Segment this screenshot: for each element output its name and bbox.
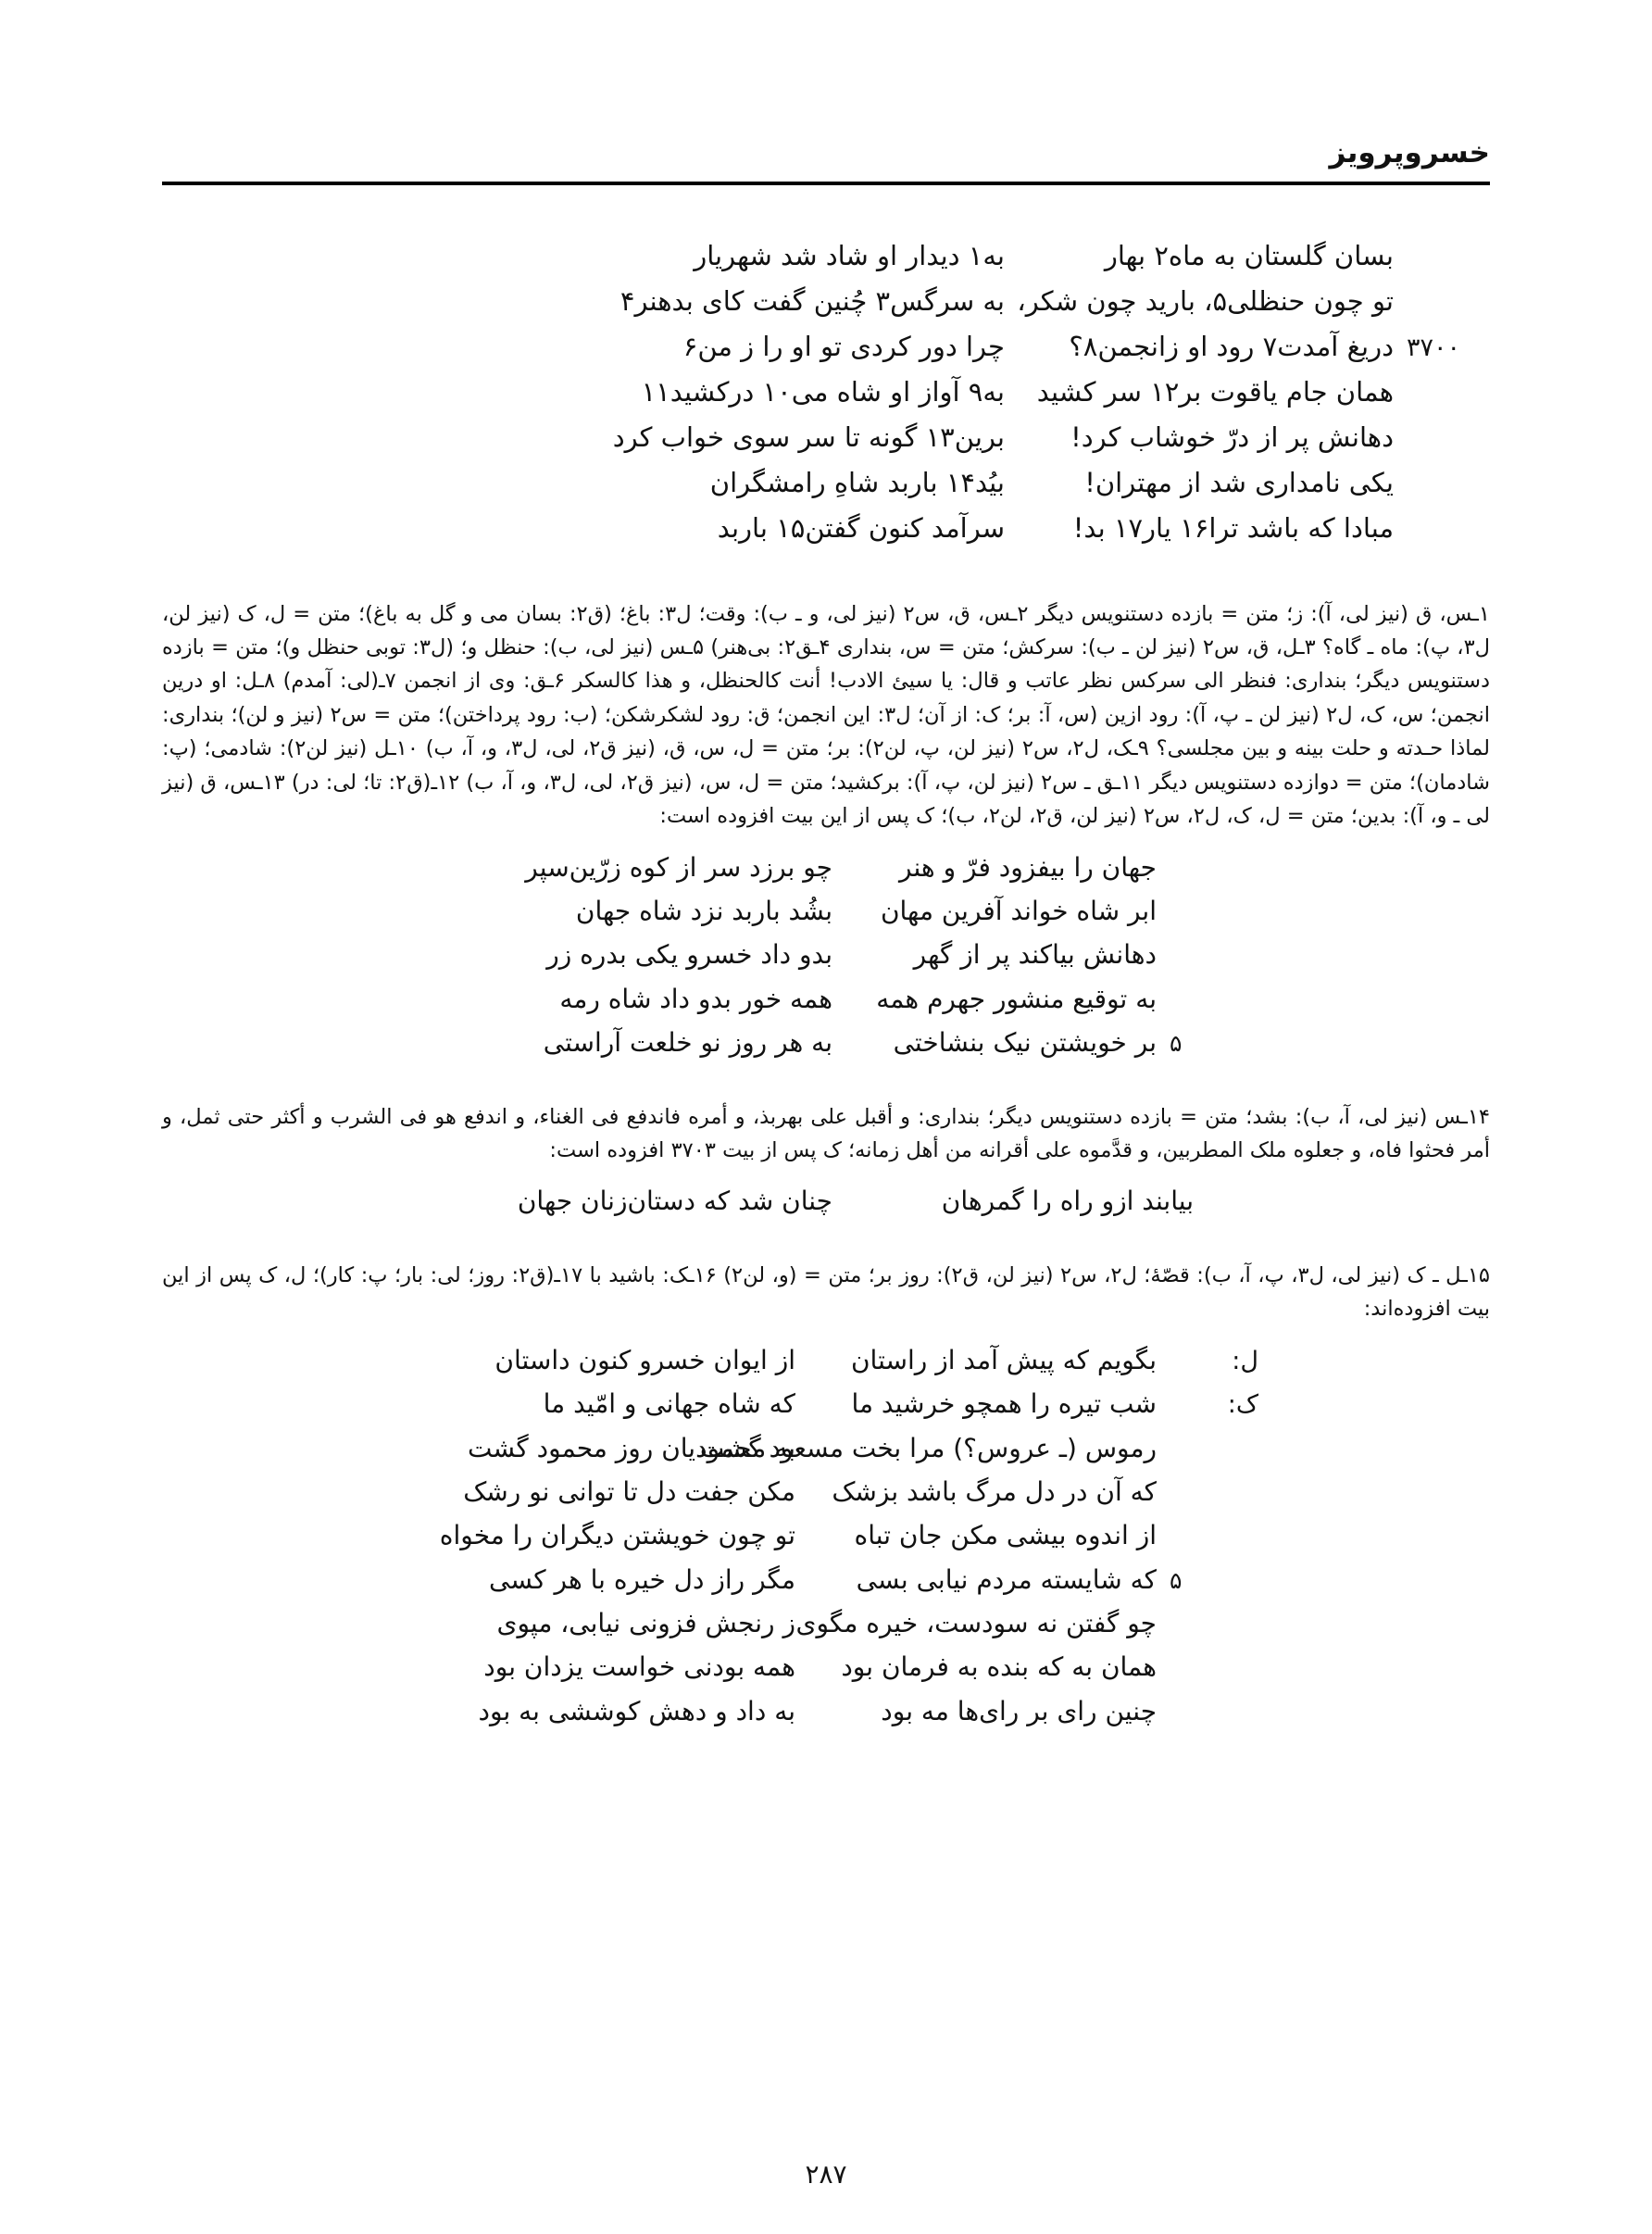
hemistich-left: ابر شاه خواند آفرین مهان xyxy=(880,896,1157,927)
hemistich-left: از اندوه بیشی مکن جان تباه xyxy=(854,1520,1157,1551)
hemistich-right: مگر راز دل خیره با هر کسی xyxy=(488,1563,795,1595)
hemistich-left: دریغ آمدت۷ رود او زانجمن۸؟ xyxy=(1069,330,1394,362)
hemistich-right: به هر روز نو خلعت آراستی xyxy=(543,1027,832,1059)
hemistich-left: دهانش پر از درّ خوشاب کرد! xyxy=(1070,420,1394,453)
hemistich-left: مبادا که باشد ترا۱۶ یار۱۷ بد! xyxy=(1072,511,1394,544)
hemistich-left: بگویم که پیش آمد از راستان xyxy=(850,1344,1157,1375)
hemistich-left: بیابند ازو راه را گمرهان xyxy=(941,1186,1194,1217)
verse-line xyxy=(162,281,1490,322)
verse-line xyxy=(162,1340,1258,1380)
apparatus-block-2 xyxy=(162,1100,1490,1168)
running-head-title: خسروپرویز xyxy=(1329,136,1490,169)
quoted-verse-block-2 xyxy=(162,1181,1490,1221)
hemistich-right: چو برزد سر از کوه زرّین‌سپر xyxy=(525,851,832,883)
hemistich-right: چنان شد که دستان‌زنان جهان xyxy=(517,1186,832,1217)
witness-label: ل: xyxy=(1232,1346,1258,1375)
hemistich-left: همان به که بنده به فرمان بود xyxy=(841,1651,1157,1683)
hemistich-right: به۹ آواز او شاه می۱۰ درکشید۱۱ xyxy=(641,375,1005,408)
hemistich-left: به توقیع منشور جهرم همه xyxy=(876,983,1157,1014)
hemistich-right: سرآمد کنون گفتن۱۵ باربد xyxy=(717,511,1005,544)
hemistich-right: مکن جفت دل تا توانی نو رشک xyxy=(463,1475,795,1507)
hemistich-left: چنین رای بر رای‌ها مه بود xyxy=(881,1695,1157,1726)
verse-line xyxy=(162,1472,1258,1512)
verse-line xyxy=(162,935,1221,974)
hemistich-right: تو چون خویشتن دیگران را مخواه xyxy=(439,1520,795,1551)
verse-line xyxy=(162,326,1490,368)
hemistich-right: همه خور بدو داد شاه رمه xyxy=(559,983,832,1014)
running-head-rule xyxy=(162,182,1490,185)
hemistich-right: ز رنجش فزونی نیابی، مپوی xyxy=(496,1608,795,1639)
verse-number: ۵ xyxy=(1170,1030,1183,1058)
hemistich-left: چو گفتن نه سودست، خیره مگوی xyxy=(795,1608,1157,1639)
verse-line xyxy=(162,847,1221,887)
verse-line xyxy=(162,371,1490,413)
hemistich-right: چرا دور کردی تو او را ز من۶ xyxy=(682,330,1005,362)
main-verse-block xyxy=(162,235,1490,549)
verse-line xyxy=(162,1691,1258,1731)
hemistich-right: به۱ دیدار او شاد شد شهریار xyxy=(694,240,1005,271)
apparatus-block-3 xyxy=(162,1259,1490,1326)
hemistich-right: بیُد۱۴ باربد شاهِ رامشگران xyxy=(709,466,1005,498)
hemistich-left: همان جام یاقوت بر۱۲ سر کشید xyxy=(1036,375,1394,408)
verse-line xyxy=(162,417,1490,458)
verse-line xyxy=(162,1181,1258,1221)
hemistich-left: دهانش بیاکند پر از گهر xyxy=(913,939,1157,971)
hemistich-left: رموس (ـ عروس؟) مرا بخت مسعود گشت xyxy=(699,1432,1157,1463)
quoted-verse-block-3 xyxy=(162,1340,1490,1732)
apparatus-paragraph: ۱۴ـس (نیز لی، آ، ب): بشد؛ متن = بازده دستنویس دیگر؛ بنداری: و أقبل علی بهربذ، و أمره فاندفع فی الغناء، و اندفع هو فی الشرب و أکثر حتی ثمل، و أمر فحثوا فاه، و جعلوه ملک المطربین، و قدَّموه علی أقرانه من أهل زمانه؛ ک پس از بیت ۳۷۰۳ افزوده است: xyxy=(162,1104,1490,1163)
apparatus-paragraph: ۱۵ـل ـ ک (نیز لی، ل۳، پ، آ، ب): قصّهٔ؛ ل۲، س۲ (نیز لن، ق۲): روز بر؛ متن = (و، لن۲) ۱۶ـک: باشید با ۱۷ـ(ق۲: روز؛ لی: بار؛ پ: کار)؛ ل، ک پس از این بیت افزوده‌اند: xyxy=(162,1262,1490,1322)
witness-label: ک: xyxy=(1227,1390,1258,1420)
verse-line xyxy=(162,891,1221,931)
verse-line xyxy=(162,462,1490,504)
hemistich-left: بر خویشتن نیک بنشاختی xyxy=(893,1027,1157,1059)
verse-line xyxy=(162,1560,1258,1600)
verse-line xyxy=(162,979,1221,1019)
hemistich-left: تو چون حنظلی۵، بارید چون شکر، xyxy=(1017,284,1394,317)
apparatus-block-1 xyxy=(162,597,1490,834)
hemistich-right: از ایوان خسرو کنون داستان xyxy=(494,1344,795,1375)
hemistich-right: برین۱۳ گونه تا سر سوی خواب کرد xyxy=(612,420,1005,453)
verse-line xyxy=(162,1384,1258,1424)
verse-line xyxy=(162,1428,1258,1468)
verse-line xyxy=(162,1647,1258,1687)
verse-line xyxy=(162,1603,1258,1643)
verse-line xyxy=(162,1023,1221,1062)
hemistich-left: بسان گلستان به ماه۲ بهار xyxy=(1104,240,1394,271)
hemistich-right: بشُد باربد نزد شاه جهان xyxy=(575,896,832,927)
hemistich-right: بدو داد خسرو یکی بدره زر xyxy=(546,939,832,971)
hemistich-right: به سرگس۳ چُنین گفت کای بدهنر۴ xyxy=(620,284,1005,317)
hemistich-left: یکی نامداری شد از مهتران! xyxy=(1084,466,1394,498)
hemistich-right: همه بودنی خواست یزدان بود xyxy=(483,1651,795,1683)
hemistich-left: شب تیره را همچو خرشید ما xyxy=(851,1388,1157,1420)
verse-number: ۳۷۰۰ xyxy=(1407,333,1461,362)
hemistich-left: که آن در دل مرگ باشد بزشک xyxy=(832,1475,1157,1507)
hemistich-left: جهان را بیفزود فرّ و هنر xyxy=(899,851,1157,883)
hemistich-right: که شاه جهانی و امّید ما xyxy=(543,1388,795,1420)
verse-line xyxy=(162,508,1490,549)
page-number: ۲۸۷ xyxy=(805,2159,847,2190)
verse-number: ۵ xyxy=(1170,1566,1183,1594)
verse-line xyxy=(162,1515,1258,1555)
hemistich-left: که شایسته مردم نیابی بسی xyxy=(856,1563,1157,1595)
quoted-verse-block-1 xyxy=(162,847,1490,1063)
hemistich-right: به داد و دهش کوششی به بود xyxy=(478,1695,795,1726)
apparatus-paragraph: ۱ـس، ق (نیز لی، آ): ز؛ متن = بازده دستنویس دیگر ۲ـس، ق، س۲ (نیز لی، و ـ ب): وقت؛ ل۳: باغ؛ (ق۲: بسان می و گل به باغ)؛ متن = ل، ک (نیز لن، ل۳، پ): ماه ـ گاه؟ ۳ـل، ق، س۲ (نیز لن ـ ب): سرکش؛ متن = س، بنداری ۴ـق۲: بی‌هنر) ۵ـس (نیز لی، ب): حنظل و؛ (ل۳: توبی حنظل و)؛ متن = بازده دستنویس دیگر؛ بنداری: فنظر الی سرکس نظر عاتب و قال: یا سیئ الادب! أنت کالحنظل، و هذا کالسکر ۶ـق: وی از انجمن ۷ـ(لی: آمدم) ۸ـل: او درین انجمن؛ س، ک، ل۲ (نیز لن ـ پ، آ): رود ازین (س، آ: بر؛ ک: از آن؛ ل۳: این انجمن؛ ق: رود لشکرشکن؛ (ب: رود پرداختن)؛ متن = س۲ (نیز و لن)؛ بنداری: لماذا حـدته و حلت بینه و بین مجلسی؟ ۹ـک، ل۲، س۲ (نیز لن، پ، لن۲): بر؛ متن = ل، س، ق، (نیز ق۲، لی، ل۳، و، آ، ب) ۱۰ـل (نیز لن۲): شادمی؛ (پ: شادمان)؛ متن = دوازده دستنویس دیگر ۱۱ـق ـ س۲ (نیز لن، پ، آ): برکشید؛ متن = ل، س، (نیز ق۲، لی، ل۳، و، آ، ب) ۱۲ـ(ق۲: تا؛ لی: در) ۱۳ـس، ق (نیز لی ـ و، آ): بدین؛ متن = ل، ک، ل۲، س۲ (نیز لن، ق۲، لن۲، ب)؛ ک پس از این بیت افزوده است: xyxy=(162,601,1491,829)
hemistich-right: به محمودیان روز محمود گشت xyxy=(467,1432,795,1463)
running-head xyxy=(162,136,1490,196)
verse-line xyxy=(162,235,1490,277)
